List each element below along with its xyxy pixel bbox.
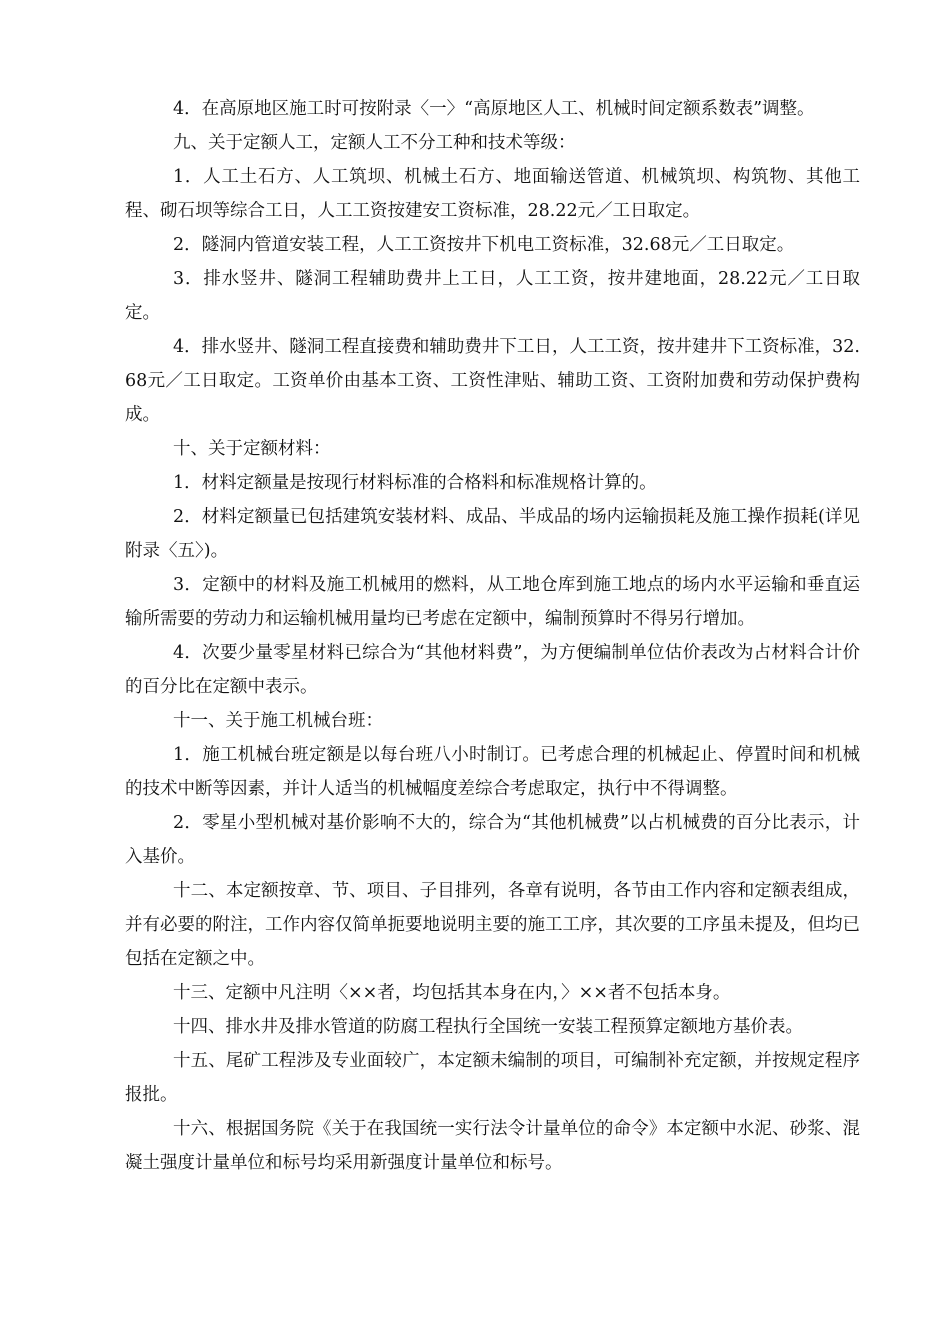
- paragraph-machinery-1: 1．施工机械台班定额是以每台班八小时制订。已考虑合理的机械起止、停置时间和机械的技术中断等因素，并计人适当的机械幅度差综合考虑取定，执行中不得调整。: [125, 745, 860, 799]
- paragraph-plateau-adjustment: 4．在高原地区施工时可按附录〈一〉“高原地区人工、机械时间定额系数表”调整。: [173, 99, 815, 119]
- paragraph-labor-4: 4．排水竖井、隧洞工程直接费和辅助费井下工日，人工工资，按井建井下工资标准，32.68元／工日取定。工资单价由基本工资、工资性津贴、辅助工资、工资附加费和劳动保护费构成。: [125, 337, 860, 425]
- paragraph-materials-1: 1．材料定额量是按现行材料标准的合格料和标准规格计算的。: [173, 473, 657, 493]
- paragraph-materials-4: 4．次要少量零星材料已综合为“其他材料费”，为方便编制单位估价表改为占材料合计价的百分比在定额中表示。: [125, 643, 860, 697]
- paragraph-section-12: 十二、本定额按章、节、项目、子目排列，各章有说明，各节由工作内容和定额表组成，并有必要的附注，工作内容仅简单扼要地说明主要的施工工序，其次要的工序虽未提及，但均已包括在定额之中。: [125, 881, 860, 969]
- document-page: [125, 92, 860, 1180]
- paragraph-section-14: 十四、排水井及排水管道的防腐工程执行全国统一安装工程预算定额地方基价表。: [173, 1017, 803, 1037]
- heading-materials: 十、关于定额材料：: [173, 439, 331, 459]
- paragraph-labor-3: 3．排水竖井、隧洞工程辅助费井上工日，人工工资，按井建地面，28.22元／工日取定。: [125, 269, 860, 323]
- paragraph-labor-1: 1．人工土石方、人工筑坝、机械土石方、地面输送管道、机械筑坝、构筑物、其他工程、砌石坝等综合工日，人工工资按建安工资标准，28.22元／工日取定。: [125, 167, 860, 221]
- heading-labor: 九、关于定额人工，定额人工不分工种和技术等级：: [173, 133, 576, 153]
- paragraph-section-16: 十六、根据国务院《关于在我国统一实行法令计量单位的命令》本定额中水泥、砂浆、混凝土强度计量单位和标号均采用新强度计量单位和标号。: [125, 1119, 860, 1173]
- paragraph-materials-3: 3．定额中的材料及施工机械用的燃料，从工地仓库到施工地点的场内水平运输和垂直运输所需要的劳动力和运输机械用量均已考虑在定额中，编制预算时不得另行增加。: [125, 575, 860, 629]
- paragraph-section-13: 十三、定额中凡注明〈××者，均包括其本身在内，〉××者不包括本身。: [173, 983, 731, 1003]
- heading-machinery: 十一、关于施工机械台班：: [173, 711, 383, 731]
- paragraph-materials-2: 2．材料定额量已包括建筑安装材料、成品、半成品的场内运输损耗及施工操作损耗(详见附录〈五〉)。: [125, 507, 860, 561]
- paragraph-machinery-2: 2．零星小型机械对基价影响不大的，综合为“其他机械费”以占机械费的百分比表示，计入基价。: [125, 813, 860, 867]
- paragraph-section-15: 十五、尾矿工程涉及专业面较广，本定额未编制的项目，可编制补充定额，并按规定程序报批。: [125, 1051, 860, 1105]
- paragraph-labor-2: 2．隧洞内管道安装工程，人工工资按井下机电工资标准，32.68元／工日取定。: [173, 235, 795, 255]
